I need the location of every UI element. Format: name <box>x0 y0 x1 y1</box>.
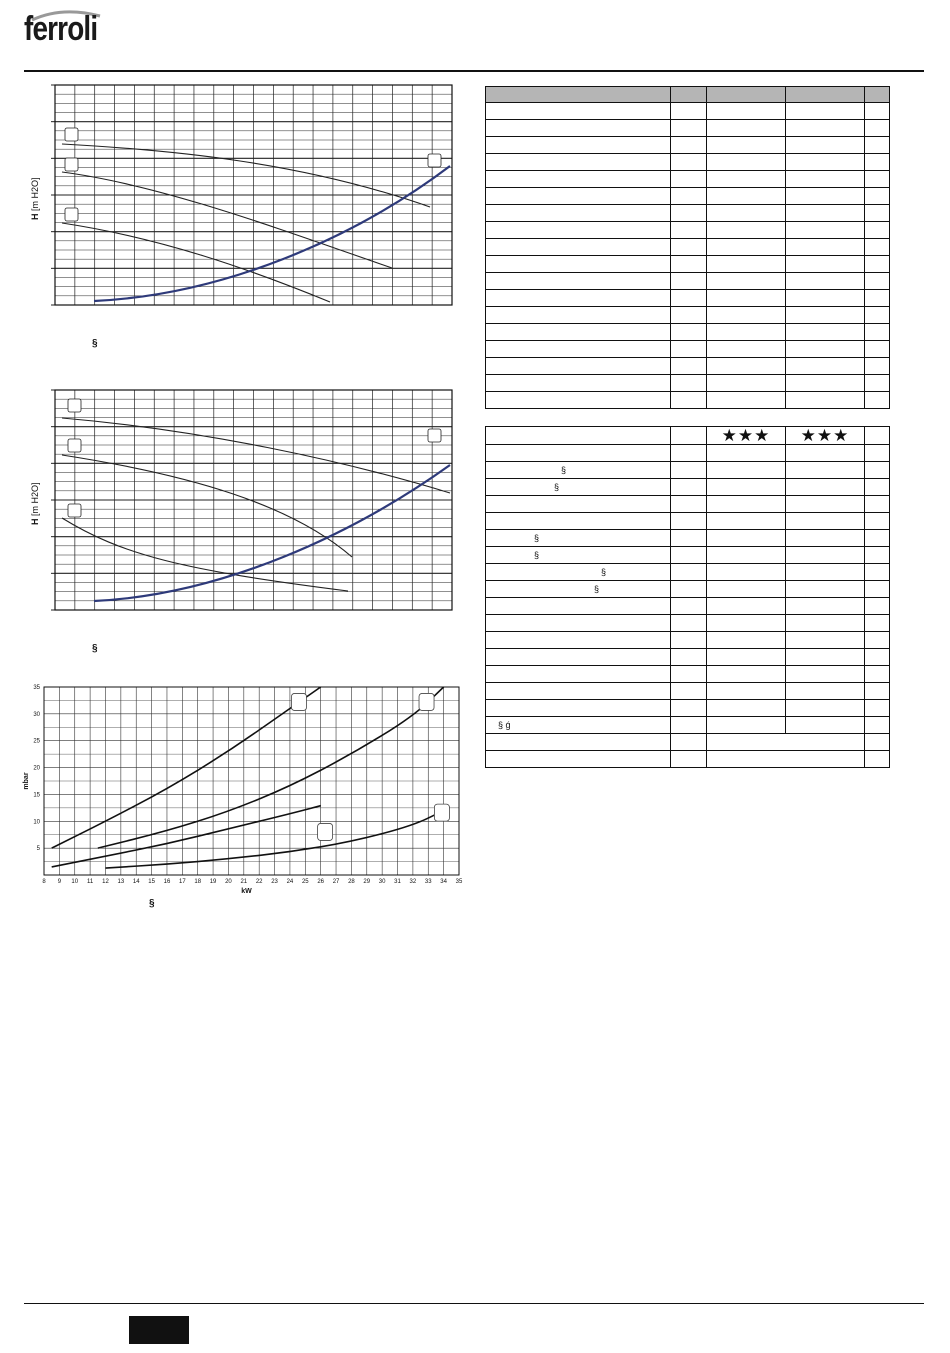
table1-row <box>486 290 890 307</box>
curve-marker-box <box>68 504 81 517</box>
chart1-footnote-symbol: § <box>92 338 98 349</box>
pump-head-chart-2 <box>22 385 462 665</box>
x-tick-label: 31 <box>394 879 401 885</box>
y-tick-label: 30 <box>33 711 40 718</box>
table1-row <box>486 307 890 324</box>
x-tick-label: 27 <box>332 879 340 885</box>
footer-divider <box>24 1303 924 1304</box>
x-tick-label: 11 <box>86 879 94 885</box>
table1-row <box>486 103 890 120</box>
x-tick-label: 14 <box>132 879 140 885</box>
table2-symbol: § <box>486 547 671 564</box>
table2-row <box>486 666 890 683</box>
x-tick-label: 12 <box>102 879 109 885</box>
x-tick-label: 25 <box>301 879 309 885</box>
curve-marker-box <box>68 439 81 452</box>
table2-symbol: § ǵ <box>486 717 671 734</box>
table2-row <box>486 751 890 768</box>
x-tick-label: 21 <box>240 879 248 885</box>
table2-row <box>486 649 890 666</box>
table1-row <box>486 239 890 256</box>
table1-row <box>486 392 890 409</box>
curve-marker-box <box>434 804 449 821</box>
spec-table-2 <box>485 426 890 768</box>
y-tick-label: 10 <box>33 819 40 826</box>
y-tick-label: 25 <box>33 738 40 745</box>
curve-marker-box <box>65 128 78 141</box>
table2-row <box>486 632 890 649</box>
table1-row <box>486 154 890 171</box>
x-tick-label: 30 <box>378 879 386 885</box>
table1-row <box>486 273 890 290</box>
table2-row <box>486 445 890 462</box>
table2-row <box>486 717 890 734</box>
x-tick-label: 8 <box>42 879 46 885</box>
x-tick-label: 24 <box>286 879 294 885</box>
chart3-footnote-symbol: § <box>149 898 155 909</box>
spec-table-1 <box>485 86 890 409</box>
x-tick-label: 19 <box>209 879 217 885</box>
table2-row <box>486 427 890 445</box>
curve-marker-box <box>65 208 78 221</box>
pressure-loss-chart <box>22 680 467 915</box>
table1-row <box>486 341 890 358</box>
table2-row <box>486 734 890 751</box>
table1-row <box>486 120 890 137</box>
table2-row <box>486 530 890 547</box>
x-tick-label: 10 <box>71 879 79 885</box>
table2-row <box>486 479 890 496</box>
table1-row <box>486 171 890 188</box>
y-tick-label: 35 <box>33 685 40 691</box>
table1-row <box>486 256 890 273</box>
table2-row <box>486 700 890 717</box>
chart1-ylabel: H [m H2O] <box>30 177 40 220</box>
x-tick-label: 32 <box>409 879 417 885</box>
table2-row <box>486 615 890 632</box>
energy-class-stars: ★★★ <box>786 427 865 445</box>
curve-marker-box <box>291 693 306 710</box>
y-tick-label: 15 <box>33 792 40 799</box>
table2-row <box>486 598 890 615</box>
logo-text: ferroli <box>24 10 98 48</box>
table1-row <box>486 324 890 341</box>
table1-row <box>486 205 890 222</box>
curve-marker-box <box>68 399 81 412</box>
pump-speed-curve-3 <box>62 518 348 591</box>
x-tick-label: 18 <box>194 879 202 885</box>
table2-row <box>486 581 890 598</box>
pump-head-chart-1-plot <box>22 80 462 360</box>
x-tick-label: 34 <box>440 879 447 885</box>
x-tick-label: 22 <box>255 879 263 885</box>
table2-row <box>486 547 890 564</box>
table2-row <box>486 564 890 581</box>
pump-head-chart-2-plot <box>22 385 462 665</box>
y-tick-label: 20 <box>33 765 40 772</box>
x-tick-label: 16 <box>163 879 171 885</box>
y-axis-label: mbar <box>23 772 30 790</box>
curve-marker-box <box>318 823 333 840</box>
table2-row <box>486 513 890 530</box>
table1-row <box>486 222 890 239</box>
pump-head-chart-1 <box>22 80 462 360</box>
chart2-ylabel: H [m H2O] <box>30 482 40 525</box>
header-divider <box>24 70 924 72</box>
x-tick-label: 29 <box>363 879 371 885</box>
pump-speed-curve-2 <box>62 455 352 557</box>
x-tick-label: 20 <box>225 879 232 885</box>
x-axis-label: kW <box>241 888 252 895</box>
curve-marker-box <box>65 158 78 171</box>
x-tick-label: 23 <box>271 879 278 885</box>
table1-row <box>486 137 890 154</box>
pump-speed-curve-3 <box>62 223 330 302</box>
x-tick-label: 28 <box>348 879 355 885</box>
table2-symbol: § <box>486 581 671 598</box>
x-tick-label: 9 <box>57 879 62 885</box>
pressure-loss-curve-3 <box>52 806 321 867</box>
curve-marker-box <box>419 693 434 710</box>
page-number-block <box>129 1316 189 1344</box>
table1-row <box>486 358 890 375</box>
y-tick-label: 5 <box>36 846 40 853</box>
chart2-footnote-symbol: § <box>92 643 98 654</box>
table1-row <box>486 375 890 392</box>
table2-symbol: § <box>486 479 671 496</box>
table2-row <box>486 496 890 513</box>
table1-row <box>486 188 890 205</box>
pump-speed-curve-1 <box>62 144 430 207</box>
pump-speed-curve-2 <box>62 172 392 268</box>
x-tick-label: 35 <box>455 879 463 885</box>
ferroli-logo <box>22 6 114 52</box>
x-tick-label: 33 <box>424 879 432 885</box>
table2-row <box>486 683 890 700</box>
table2-symbol: § <box>486 564 671 581</box>
x-tick-label: 26 <box>317 879 325 885</box>
system-resistance-curve <box>94 166 450 301</box>
x-tick-label: 15 <box>148 879 155 885</box>
x-tick-label: 13 <box>117 879 125 885</box>
table1-header-row <box>486 87 890 103</box>
curve-marker-box <box>428 154 441 167</box>
x-tick-label: 17 <box>178 879 186 885</box>
table2-symbol: § <box>486 462 671 479</box>
table2-symbol: § <box>486 530 671 547</box>
table2-row <box>486 462 890 479</box>
pressure-loss-chart-plot <box>22 680 467 915</box>
curve-marker-box <box>428 429 441 442</box>
energy-class-stars: ★★★ <box>707 427 786 445</box>
